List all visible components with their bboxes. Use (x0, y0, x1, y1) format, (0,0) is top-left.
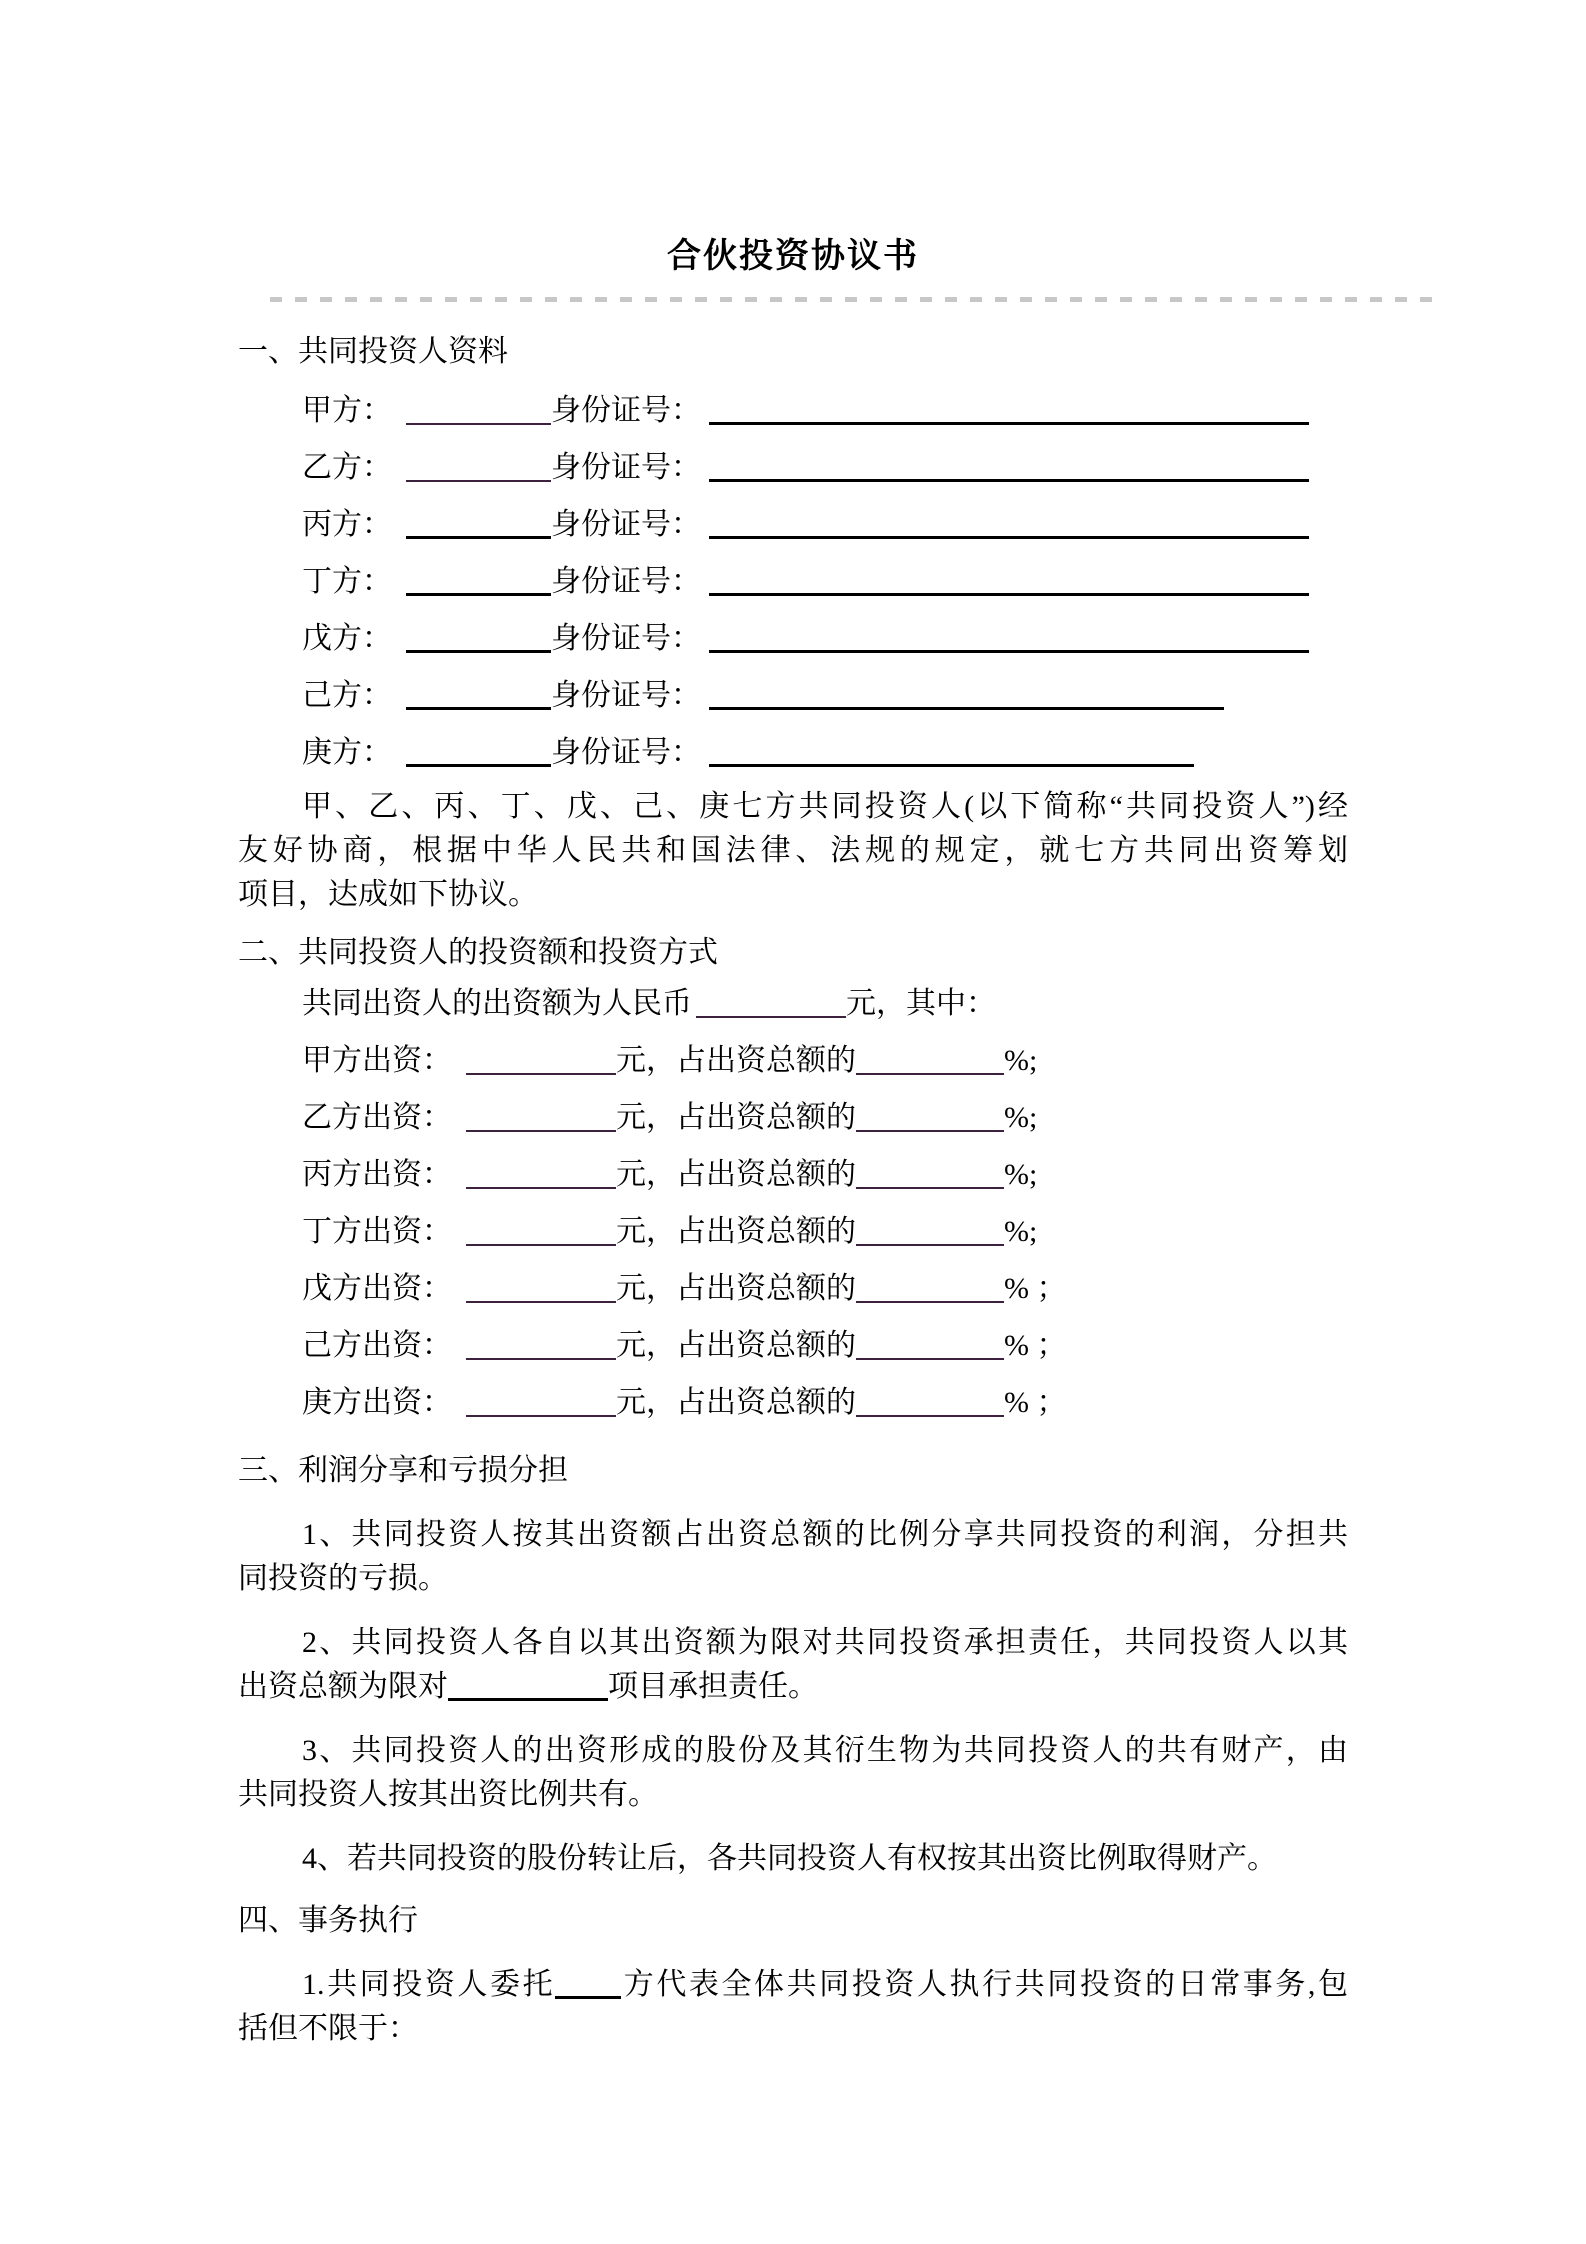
section4-heading: 四、事务执行 (238, 1904, 418, 1937)
paragraph-line: 3、共同投资人的出资形成的股份及其衍生物为共同投资人的共有财产，由 (302, 1734, 1348, 1767)
party-id-blank[interactable] (709, 506, 1309, 539)
investment-row-ding (238, 1203, 1348, 1260)
id-label: 身份证号： (551, 508, 701, 541)
mid-text: 元，占出资总额的 (616, 1158, 856, 1191)
investment-label: 戊方出资： (302, 1272, 452, 1305)
party-name-blank[interactable] (406, 734, 551, 767)
percent-blank[interactable] (856, 1385, 1004, 1417)
party-label: 乙方： (302, 451, 392, 484)
id-label: 身份证号： (551, 622, 701, 655)
party-id-blank[interactable] (709, 392, 1309, 425)
party-name-blank[interactable] (406, 450, 551, 482)
paragraph-line: 项目，达成如下协议。 (238, 878, 538, 911)
paragraph-line: 友好协商，根据中华人民共和国法律、法规的规定，就七方共同出资筹划 (238, 834, 1348, 867)
party-label: 庚方： (302, 736, 392, 769)
investment-label: 甲方出资： (302, 1044, 452, 1077)
clause-3-1 (238, 1513, 1348, 1601)
amount-blank[interactable] (466, 1385, 616, 1417)
percent-blank[interactable] (856, 1271, 1004, 1303)
mid-text: 元，占出资总额的 (616, 1386, 856, 1419)
clause-text: 1.共同投资人委托 (302, 1968, 556, 2001)
party-id-blank[interactable] (709, 620, 1309, 653)
paragraph-line: 括但不限于： (238, 2012, 418, 2045)
party-id-blank[interactable] (709, 563, 1309, 596)
percent-blank[interactable] (856, 1214, 1004, 1246)
investment-row-wu (238, 1260, 1348, 1317)
party-row-yi (238, 439, 1348, 496)
id-label: 身份证号： (551, 451, 701, 484)
party-label: 甲方： (302, 394, 392, 427)
investment-label: 丙方出资： (302, 1158, 452, 1191)
party-id-blank[interactable] (709, 677, 1224, 710)
amount-blank[interactable] (466, 1157, 616, 1189)
investment-row-ji (238, 1317, 1348, 1374)
amount-blank[interactable] (466, 1100, 616, 1132)
party-id-blank[interactable] (709, 449, 1309, 482)
clause-text: 出资总额为限对 (238, 1670, 448, 1703)
percent-blank[interactable] (856, 1100, 1004, 1132)
party-row-ding (238, 553, 1348, 610)
party-name-blank[interactable] (406, 393, 551, 425)
id-label: 身份证号： (551, 736, 701, 769)
mid-text: 元，占出资总额的 (616, 1101, 856, 1134)
party-label: 戊方： (302, 622, 392, 655)
paragraph-line (238, 1665, 1348, 1709)
investment-label: 乙方出资： (302, 1101, 452, 1134)
id-label: 身份证号： (551, 565, 701, 598)
party-label: 丙方： (302, 508, 392, 541)
clause-3-2 (238, 1621, 1348, 1709)
clause-text: 项目承担责任。 (608, 1670, 818, 1703)
party-row-wu (238, 610, 1348, 667)
investment-label: 丁方出资： (302, 1215, 452, 1248)
paragraph-line: 1、共同投资人按其出资额占出资总额的比例分享共同投资的利润，分担共 (302, 1518, 1348, 1551)
paragraph-line: 2、共同投资人各自以其出资额为限对共同投资承担责任，共同投资人以其 (302, 1626, 1348, 1659)
clause-3-3 (238, 1729, 1348, 1817)
percent-suffix: % ； (1004, 1386, 1067, 1419)
delegate-party-blank[interactable] (555, 1966, 621, 1999)
paragraph-line: 共同投资人按其出资比例共有。 (238, 1778, 658, 1811)
section1-heading: 一、共同投资人资料 (238, 335, 508, 368)
party-name-blank[interactable] (406, 563, 551, 596)
total-investment-row (238, 975, 1348, 1032)
investment-label: 己方出资： (302, 1329, 452, 1362)
investment-row-bing (238, 1146, 1348, 1203)
total-post-text: 元，其中： (846, 987, 996, 1020)
percent-suffix: % ； (1004, 1272, 1067, 1305)
percent-suffix: % ； (1004, 1329, 1067, 1362)
mid-text: 元，占出资总额的 (616, 1329, 856, 1362)
party-row-bing (238, 496, 1348, 553)
clause-4-1 (238, 1963, 1348, 2051)
mid-text: 元，占出资总额的 (616, 1215, 856, 1248)
section2-heading: 二、共同投资人的投资额和投资方式 (238, 936, 718, 969)
percent-suffix: %; (1004, 1215, 1038, 1248)
party-name-blank[interactable] (406, 506, 551, 539)
document-title: 合伙投资协议书 (667, 238, 919, 275)
percent-suffix: %; (1004, 1158, 1038, 1191)
party-row-ji (238, 667, 1348, 724)
party-label: 丁方： (302, 565, 392, 598)
party-label: 己方： (302, 679, 392, 712)
investment-row-yi (238, 1089, 1348, 1146)
id-label: 身份证号： (551, 679, 701, 712)
party-row-jia (238, 382, 1348, 439)
percent-suffix: %; (1004, 1044, 1038, 1077)
clause-text: 方代表全体共同投资人执行共同投资的日常事务,包 (621, 1968, 1349, 2001)
percent-blank[interactable] (856, 1157, 1004, 1189)
section3-heading: 三、利润分享和亏损分担 (238, 1454, 568, 1487)
party-id-blank[interactable] (709, 734, 1194, 767)
investment-row-geng (238, 1374, 1348, 1431)
paragraph-line (238, 1963, 1348, 2007)
investment-label: 庚方出资： (302, 1386, 452, 1419)
amount-blank[interactable] (466, 1328, 616, 1360)
paragraph-line: 同投资的亏损。 (238, 1562, 448, 1595)
percent-suffix: %; (1004, 1101, 1038, 1134)
party-row-geng (238, 724, 1348, 781)
percent-blank[interactable] (856, 1328, 1004, 1360)
project-name-blank[interactable] (448, 1668, 608, 1701)
dashed-divider (270, 297, 1435, 302)
amount-blank[interactable] (466, 1043, 616, 1075)
total-pre-text: 共同出资人的出资额为人民币 (302, 987, 692, 1020)
paragraph-line: 4、若共同投资的股份转让后，各共同投资人有权按其出资比例取得财产。 (302, 1842, 1277, 1875)
id-label: 身份证号： (551, 394, 701, 427)
clause-3-4 (238, 1837, 1348, 1881)
total-amount-blank[interactable] (696, 986, 846, 1018)
paragraph-line: 甲、乙、丙、丁、戊、己、庚七方共同投资人(以下简称“共同投资人”)经 (302, 790, 1348, 823)
amount-blank[interactable] (466, 1271, 616, 1303)
mid-text: 元，占出资总额的 (616, 1272, 856, 1305)
amount-blank[interactable] (466, 1214, 616, 1246)
party-info-rows (238, 382, 1348, 781)
party-name-blank[interactable] (406, 677, 551, 710)
party-name-blank[interactable] (406, 620, 551, 653)
mid-text: 元，占出资总额的 (616, 1044, 856, 1077)
percent-blank[interactable] (856, 1043, 1004, 1075)
investment-row-jia (238, 1032, 1348, 1089)
investment-rows (238, 975, 1348, 1431)
preamble-paragraph (238, 785, 1348, 917)
